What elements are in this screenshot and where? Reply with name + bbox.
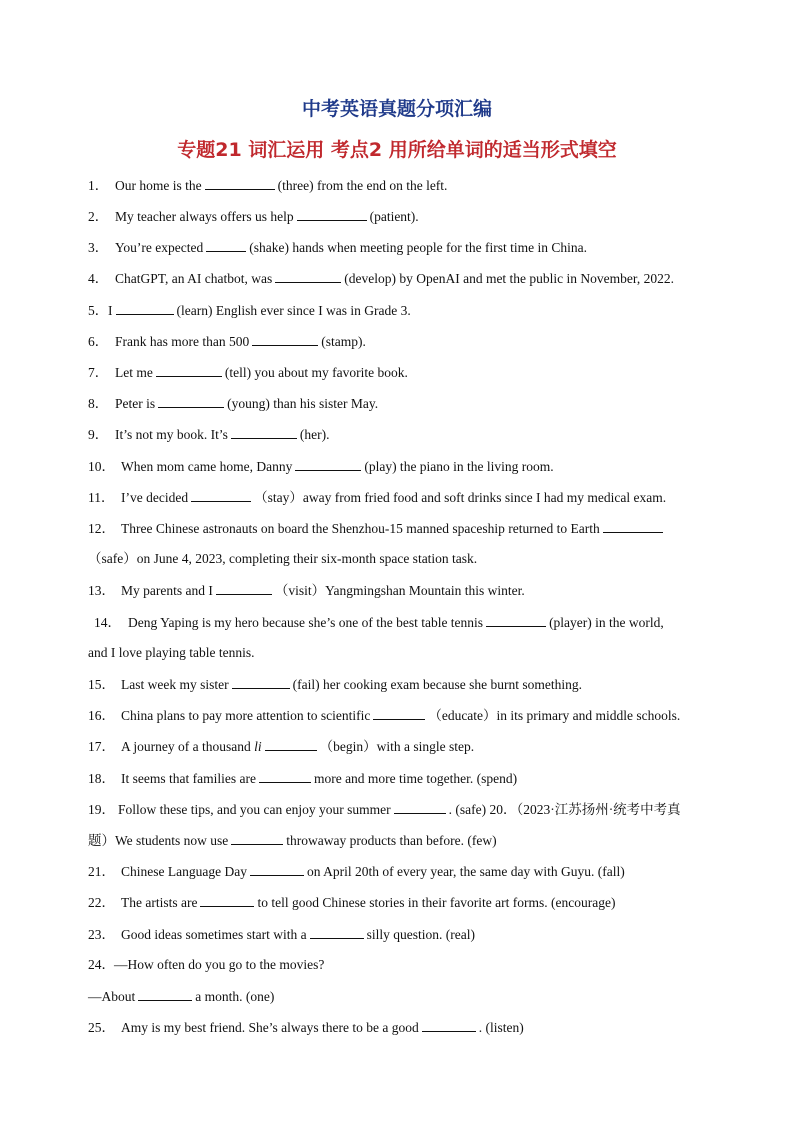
item-text: (her). xyxy=(299,427,330,442)
answer-blank[interactable] xyxy=(373,706,425,720)
list-item-continuation xyxy=(88,831,497,850)
item-text: (player) in the world, xyxy=(549,615,664,630)
list-item xyxy=(88,956,324,974)
list-item xyxy=(88,800,681,819)
list-item xyxy=(88,207,419,226)
item-number: 21． xyxy=(88,864,115,879)
item-number: 8． xyxy=(88,396,109,411)
item-text: on April 20th of every year, the same day with Guyu. (fall) xyxy=(306,864,625,879)
item-text: Three Chinese astronauts on board the Shenzhou-15 manned spaceship returned to Earth xyxy=(121,521,600,536)
item-number: 23． xyxy=(88,927,115,942)
item-text: (stamp). xyxy=(321,334,366,349)
item-text: Last week my sister xyxy=(121,677,229,692)
item-number: 14． xyxy=(94,615,121,630)
item-text: (learn) English ever since I was in Grade 3. xyxy=(176,303,411,318)
item-number: 4． xyxy=(88,271,109,286)
list-item xyxy=(88,301,411,320)
answer-blank[interactable] xyxy=(252,332,318,346)
item-number: 10． xyxy=(88,459,115,474)
item-number: 15． xyxy=(88,677,115,692)
item-number: 17． xyxy=(88,739,115,754)
answer-blank[interactable] xyxy=(275,269,341,283)
item-text: My parents and I xyxy=(121,583,213,598)
list-item-continuation xyxy=(88,550,477,568)
list-item-continuation xyxy=(88,987,274,1006)
item-text: (play) the piano in the living room. xyxy=(364,459,554,474)
list-item xyxy=(88,893,615,912)
list-item xyxy=(88,457,554,476)
item-number: 22． xyxy=(88,895,115,910)
item-text: (develop) by OpenAI and met the public in November, 2022. xyxy=(344,271,674,286)
item-text: You’re expected xyxy=(115,240,204,255)
item-text: It seems that families are xyxy=(121,771,256,786)
item-text: (fail) her cooking exam because she burnt something. xyxy=(292,677,583,692)
answer-blank[interactable] xyxy=(250,862,304,876)
answer-blank[interactable] xyxy=(231,831,283,845)
item-number: 18． xyxy=(88,771,115,786)
item-number: 12． xyxy=(88,521,115,536)
item-text: Good ideas sometimes start with a xyxy=(121,927,307,942)
item-text: I xyxy=(108,303,113,318)
list-item xyxy=(88,394,378,413)
item-text: A journey of a thousand xyxy=(121,739,251,754)
item-text: and I love playing table tennis. xyxy=(88,645,255,660)
item-number: 3． xyxy=(88,240,109,255)
item-text: Our home is the xyxy=(115,178,202,193)
list-item xyxy=(94,613,664,632)
item-number: 5． xyxy=(88,303,109,318)
page-subtitle: 专题21 词汇运用 考点2 用所给单词的适当形式填空 xyxy=(177,139,617,161)
list-item xyxy=(88,706,680,725)
item-text: （educate）in its primary and middle schools. xyxy=(428,708,681,723)
item-number: 9． xyxy=(88,427,109,442)
item-text: to tell good Chinese stories in their favorite art forms. (encourage) xyxy=(257,895,616,910)
answer-blank[interactable] xyxy=(422,1018,476,1032)
list-item xyxy=(88,1018,524,1037)
list-item xyxy=(88,737,474,756)
item-text: . (listen) xyxy=(478,1020,524,1035)
item-number: 2． xyxy=(88,209,109,224)
list-item xyxy=(88,519,666,538)
page-title: 中考英语真题分项汇编 xyxy=(301,98,492,120)
answer-blank[interactable] xyxy=(310,925,364,939)
list-item xyxy=(88,862,625,881)
item-number: 13． xyxy=(88,583,115,598)
item-text: a month. (one) xyxy=(195,989,275,1004)
answer-blank[interactable] xyxy=(206,238,246,252)
answer-blank[interactable] xyxy=(158,394,224,408)
list-item xyxy=(88,238,587,257)
answer-blank[interactable] xyxy=(200,893,254,907)
answer-blank[interactable] xyxy=(138,987,192,1001)
answer-blank[interactable] xyxy=(265,737,317,751)
item-text: Chinese Language Day xyxy=(121,864,247,879)
item-text: （safe）on June 4, 2023, completing their six-month space station task. xyxy=(88,551,478,566)
item-text: (patient). xyxy=(369,209,419,224)
item-text-italic: li xyxy=(254,739,262,754)
answer-blank[interactable] xyxy=(156,363,222,377)
item-text: 题）We students now use xyxy=(88,833,229,848)
item-text: . (safe) 20．（2023·江苏扬州·统考中考真 xyxy=(448,802,681,817)
item-text: Amy is my best friend. She’s always there to be a good xyxy=(121,1020,419,1035)
item-text: throwaway products than before. (few) xyxy=(286,833,497,848)
item-text: Deng Yaping is my hero because she’s one of the best table tennis xyxy=(128,615,484,630)
item-number: 1． xyxy=(88,178,109,193)
item-number: 11． xyxy=(88,490,115,505)
item-text: When mom came home, Danny xyxy=(121,459,293,474)
item-text: —How often do you go to the movies? xyxy=(114,957,325,972)
list-item xyxy=(88,332,366,351)
item-text: (young) than his sister May. xyxy=(227,396,379,411)
item-text: Frank has more than 500 xyxy=(115,334,250,349)
item-text: （stay）away from fried food and soft drinks since I had my medical exam. xyxy=(254,490,667,505)
answer-blank[interactable] xyxy=(394,800,446,814)
answer-blank[interactable] xyxy=(486,613,546,627)
answer-blank[interactable] xyxy=(116,301,174,315)
item-text: （begin）with a single step. xyxy=(319,739,475,754)
item-number: 19． xyxy=(88,802,115,817)
item-text: —About xyxy=(88,989,136,1004)
answer-blank[interactable] xyxy=(259,769,311,783)
item-number: 6． xyxy=(88,334,109,349)
item-text: I’ve decided xyxy=(121,490,189,505)
item-text: The artists are xyxy=(121,895,198,910)
list-item xyxy=(88,488,666,507)
item-text: My teacher always offers us help xyxy=(115,209,294,224)
answer-blank[interactable] xyxy=(232,675,290,689)
list-item-continuation xyxy=(88,644,254,662)
item-number: 24． xyxy=(88,957,115,972)
answer-blank[interactable] xyxy=(603,519,663,533)
item-number: 25． xyxy=(88,1020,115,1035)
item-number: 16． xyxy=(88,708,115,723)
list-item xyxy=(88,176,447,195)
item-text: China plans to pay more attention to scientific xyxy=(121,708,371,723)
answer-blank[interactable] xyxy=(231,425,297,439)
item-number: 7． xyxy=(88,365,109,380)
item-text: It’s not my book. It’s xyxy=(115,427,228,442)
item-text: Peter is xyxy=(115,396,156,411)
item-text: more and more time together. (spend) xyxy=(313,771,518,786)
answer-blank[interactable] xyxy=(216,581,272,595)
list-item xyxy=(88,925,475,944)
list-item xyxy=(88,769,517,788)
list-item xyxy=(88,675,582,694)
answer-blank[interactable] xyxy=(191,488,251,502)
item-text: Let me xyxy=(115,365,153,380)
list-item xyxy=(88,425,330,444)
item-text: ChatGPT, an AI chatbot, was xyxy=(115,271,273,286)
item-text: Follow these tips, and you can enjoy your summer xyxy=(118,802,391,817)
answer-blank[interactable] xyxy=(295,457,361,471)
item-text: （visit）Yangmingshan Mountain this winter. xyxy=(274,583,525,598)
item-text: (three) from the end on the left. xyxy=(277,178,448,193)
answer-blank[interactable] xyxy=(297,207,367,221)
item-text: (tell) you about my favorite book. xyxy=(224,365,408,380)
list-item xyxy=(88,269,674,288)
list-item xyxy=(88,363,408,382)
answer-blank[interactable] xyxy=(205,176,275,190)
item-text: silly question. (real) xyxy=(366,927,475,942)
item-text: (shake) hands when meeting people for the first time in China. xyxy=(249,240,588,255)
list-item xyxy=(88,581,525,600)
